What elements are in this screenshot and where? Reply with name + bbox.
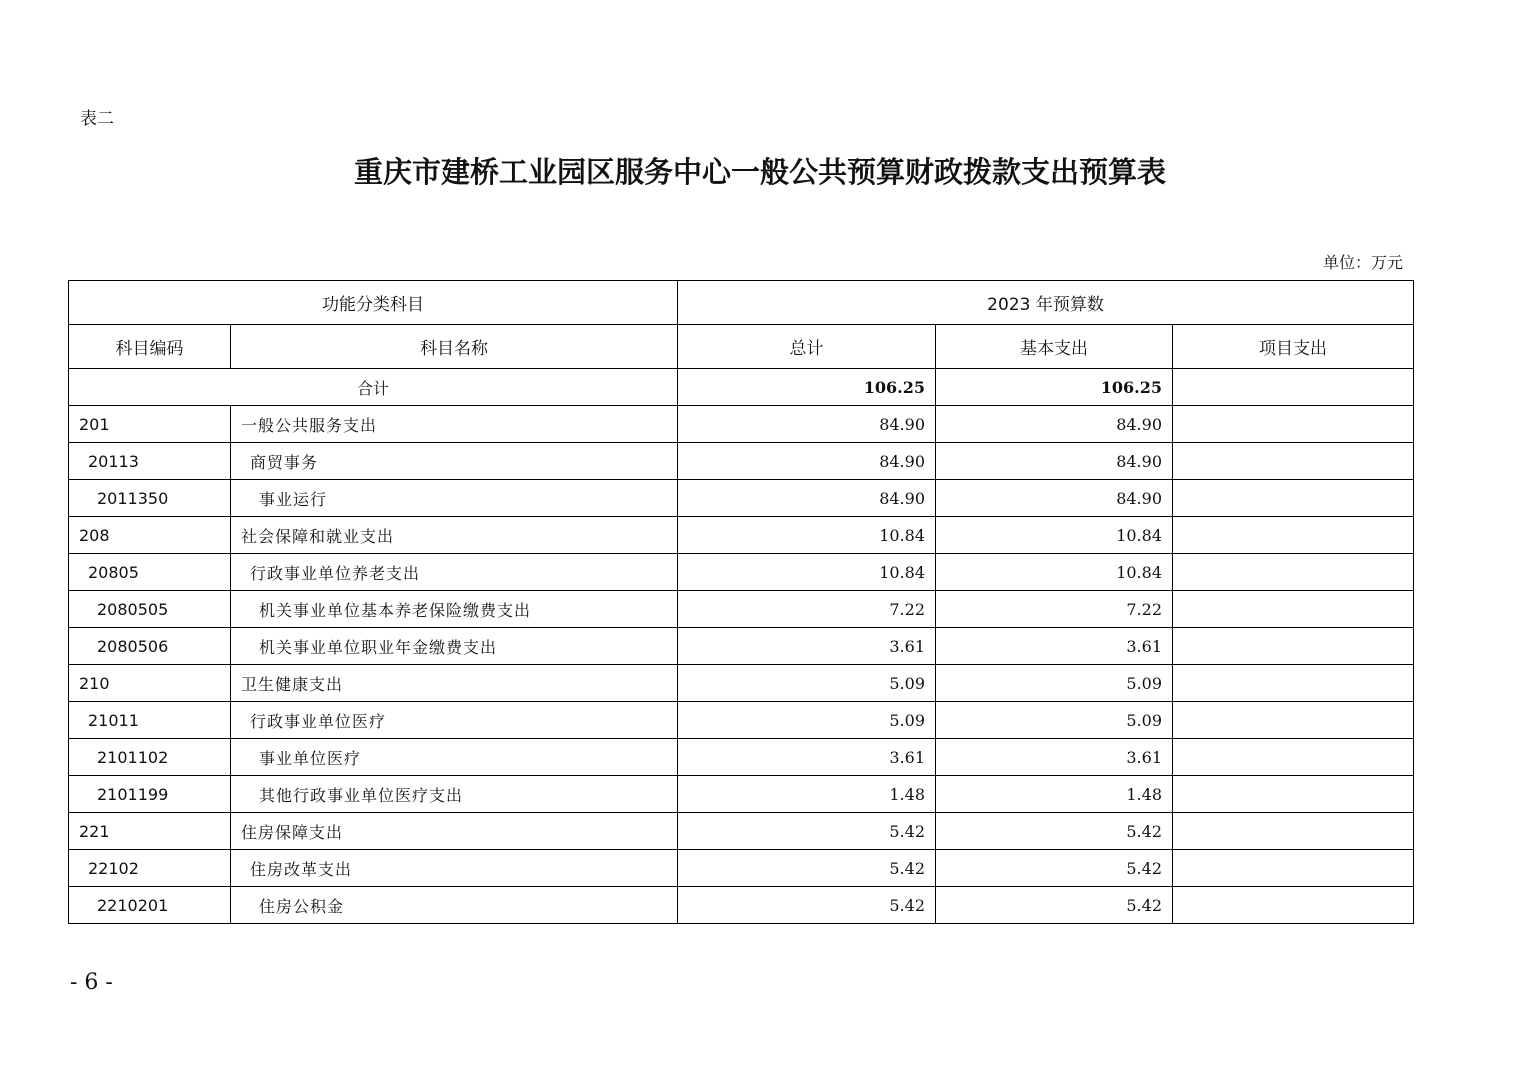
row-code: 20113 [69,443,231,480]
row-code: 2011350 [69,480,231,517]
total-label: 合计 [69,369,678,406]
row-total: 5.42 [678,887,936,924]
row-name: 社会保障和就业支出 [231,517,678,554]
header-group-row [69,281,1414,325]
row-project [1173,628,1414,665]
row-project [1173,554,1414,591]
row-project [1173,406,1414,443]
table-row [69,813,1414,850]
row-name: 行政事业单位医疗 [231,702,678,739]
header-total: 总计 [678,325,936,369]
row-basic: 1.48 [936,776,1173,813]
row-name: 其他行政事业单位医疗支出 [231,776,678,813]
row-name: 一般公共服务支出 [231,406,678,443]
header-project: 项目支出 [1173,325,1414,369]
row-basic: 7.22 [936,591,1173,628]
row-code: 2080506 [69,628,231,665]
header-column-row [69,325,1414,369]
row-basic: 3.61 [936,739,1173,776]
header-basic: 基本支出 [936,325,1173,369]
row-code: 22102 [69,850,231,887]
row-code: 2080505 [69,591,231,628]
table-row [69,591,1414,628]
row-total: 84.90 [678,480,936,517]
row-name: 机关事业单位职业年金缴费支出 [231,628,678,665]
row-code: 210 [69,665,231,702]
row-project [1173,887,1414,924]
row-total: 3.61 [678,739,936,776]
header-budget-year: 2023 年预算数 [678,281,1414,325]
row-project [1173,517,1414,554]
row-total: 10.84 [678,554,936,591]
row-name: 住房保障支出 [231,813,678,850]
row-total: 3.61 [678,628,936,665]
row-name: 商贸事务 [231,443,678,480]
row-basic: 5.42 [936,850,1173,887]
row-name: 事业单位医疗 [231,739,678,776]
row-code: 221 [69,813,231,850]
row-name: 住房公积金 [231,887,678,924]
page-number: - 6 - [70,970,113,995]
table-row [69,554,1414,591]
row-basic: 5.09 [936,702,1173,739]
row-total: 5.09 [678,665,936,702]
total-project [1173,369,1414,406]
table-row [69,628,1414,665]
row-total: 84.90 [678,406,936,443]
table-row [69,665,1414,702]
table-row [69,776,1414,813]
row-project [1173,591,1414,628]
table-row [69,739,1414,776]
row-code: 201 [69,406,231,443]
row-project [1173,776,1414,813]
document-title: 重庆市建桥工业园区服务中心一般公共预算财政拨款支出预算表 [353,155,1166,189]
row-name: 行政事业单位养老支出 [231,554,678,591]
total-total: 106.25 [678,369,936,406]
row-code: 20805 [69,554,231,591]
row-code: 2101199 [69,776,231,813]
row-name: 住房改革支出 [231,850,678,887]
row-total: 10.84 [678,517,936,554]
table-row [69,517,1414,554]
budget-table [68,280,1414,924]
row-project [1173,665,1414,702]
table-row [69,850,1414,887]
row-project [1173,702,1414,739]
row-code: 2210201 [69,887,231,924]
row-total: 5.42 [678,850,936,887]
table-row [69,443,1414,480]
row-basic: 10.84 [936,517,1173,554]
header-name: 科目名称 [231,325,678,369]
row-basic: 5.09 [936,665,1173,702]
row-name: 卫生健康支出 [231,665,678,702]
row-total: 5.42 [678,813,936,850]
row-basic: 5.42 [936,813,1173,850]
row-total: 5.09 [678,702,936,739]
row-project [1173,739,1414,776]
row-project [1173,443,1414,480]
row-project [1173,813,1414,850]
total-basic: 106.25 [936,369,1173,406]
row-total: 84.90 [678,443,936,480]
row-total: 7.22 [678,591,936,628]
row-basic: 10.84 [936,554,1173,591]
header-function-category: 功能分类科目 [69,281,678,325]
table-row [69,406,1414,443]
table-row [69,480,1414,517]
table-number: 表二 [80,109,114,129]
row-basic: 3.61 [936,628,1173,665]
row-code: 2101102 [69,739,231,776]
table-row [69,702,1414,739]
header-code: 科目编码 [69,325,231,369]
row-basic: 84.90 [936,406,1173,443]
row-basic: 84.90 [936,443,1173,480]
row-basic: 84.90 [936,480,1173,517]
row-project [1173,850,1414,887]
unit-label: 单位：万元 [1322,253,1403,272]
row-project [1173,480,1414,517]
row-code: 21011 [69,702,231,739]
row-basic: 5.42 [936,887,1173,924]
row-name: 机关事业单位基本养老保险缴费支出 [231,591,678,628]
row-total: 1.48 [678,776,936,813]
total-row [69,369,1414,406]
table-row [69,887,1414,924]
row-code: 208 [69,517,231,554]
row-name: 事业运行 [231,480,678,517]
